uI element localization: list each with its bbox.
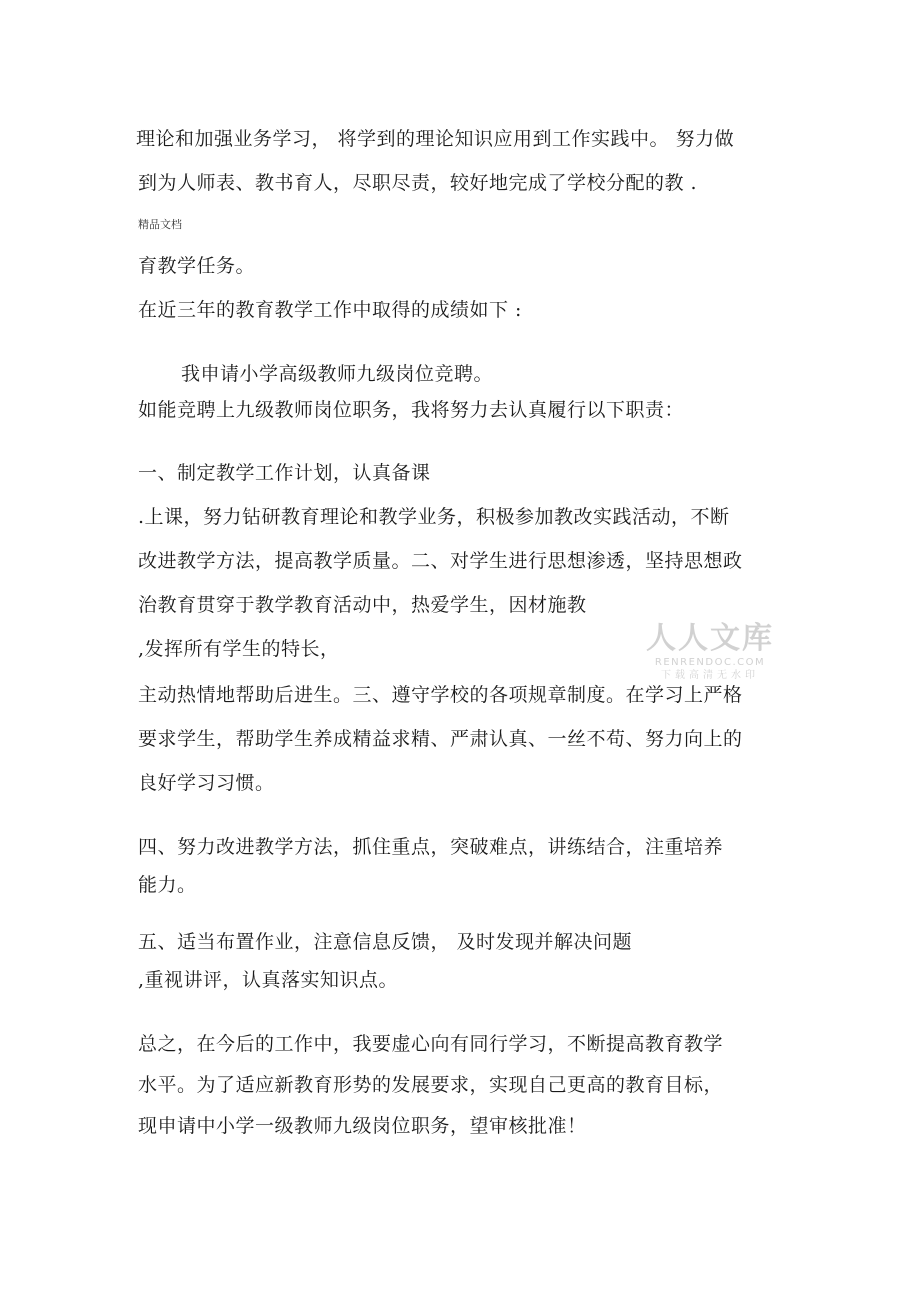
- text-line-7: 一、制定教学工作计划，认真备课: [138, 462, 431, 484]
- watermark-title: 人人文库: [646, 621, 774, 656]
- watermark: [640, 622, 780, 682]
- text-line-8: .上课，努力钻研教育理论和教学业务，积极参加教改实践活动，不断: [138, 506, 730, 528]
- text-line-10: 治教育贯穿于教学教育活动中，热爱学生，因材施教: [138, 594, 587, 616]
- text-line-11: ,发挥所有学生的特长，: [138, 638, 340, 660]
- text-line-13: 要求学生，帮助学生养成精益求精、严肃认真、一丝不苟、努力向上的: [138, 728, 743, 750]
- text-line-21: 现申请中小学一级教师九级岗位职务，望审核批准！: [138, 1115, 587, 1137]
- text-line-9: 改进教学方法，提高教学质量。二、对学生进行思想渗透，坚持思想政: [138, 550, 743, 572]
- text-line-12: 主动热情地帮助后进生。三、遵守学校的各项规章制度。在学习上严格: [138, 684, 743, 706]
- text-line-18: ,重视讲评，认真落实知识点。: [138, 969, 399, 991]
- text-line-16: 能力。: [138, 874, 197, 896]
- text-line-15: 四、努力改进教学方法，抓住重点，突破难点，讲练结合，注重培养: [138, 836, 724, 858]
- watermark-url: RENRENDOC.COM: [654, 657, 766, 668]
- header-tag: 精品文档: [138, 218, 182, 231]
- text-line-1: 理论和加强业务学习， 将学到的理论知识应用到工作实践中。 努力做: [136, 128, 735, 150]
- text-line-3: 育教学任务。: [138, 255, 256, 277]
- watermark-subtitle: 下载高清无水印: [661, 670, 759, 681]
- text-line-6: 如能竞聘上九级教师岗位职务，我将努力去认真履行以下职责：: [138, 399, 685, 421]
- text-line-20: 水平。为了适应新教育形势的发展要求，实现自己更高的教育目标，: [138, 1074, 724, 1096]
- text-line-2: 到为人师表、教书育人，尽职尽责，较好地完成了学校分配的教 .: [138, 172, 698, 194]
- text-line-5: 我申请小学高级教师九级岗位竞聘。: [181, 363, 494, 385]
- text-line-14: 良好学习习惯。: [138, 772, 275, 794]
- text-line-4: 在近三年的教育教学工作中取得的成绩如下 :: [138, 299, 522, 321]
- text-line-19: 总之，在今后的工作中，我要虚心向有同行学习，不断提高教育教学: [138, 1033, 724, 1055]
- text-line-17: 五、适当布置作业，注意信息反馈， 及时发现并解决问题: [138, 931, 633, 953]
